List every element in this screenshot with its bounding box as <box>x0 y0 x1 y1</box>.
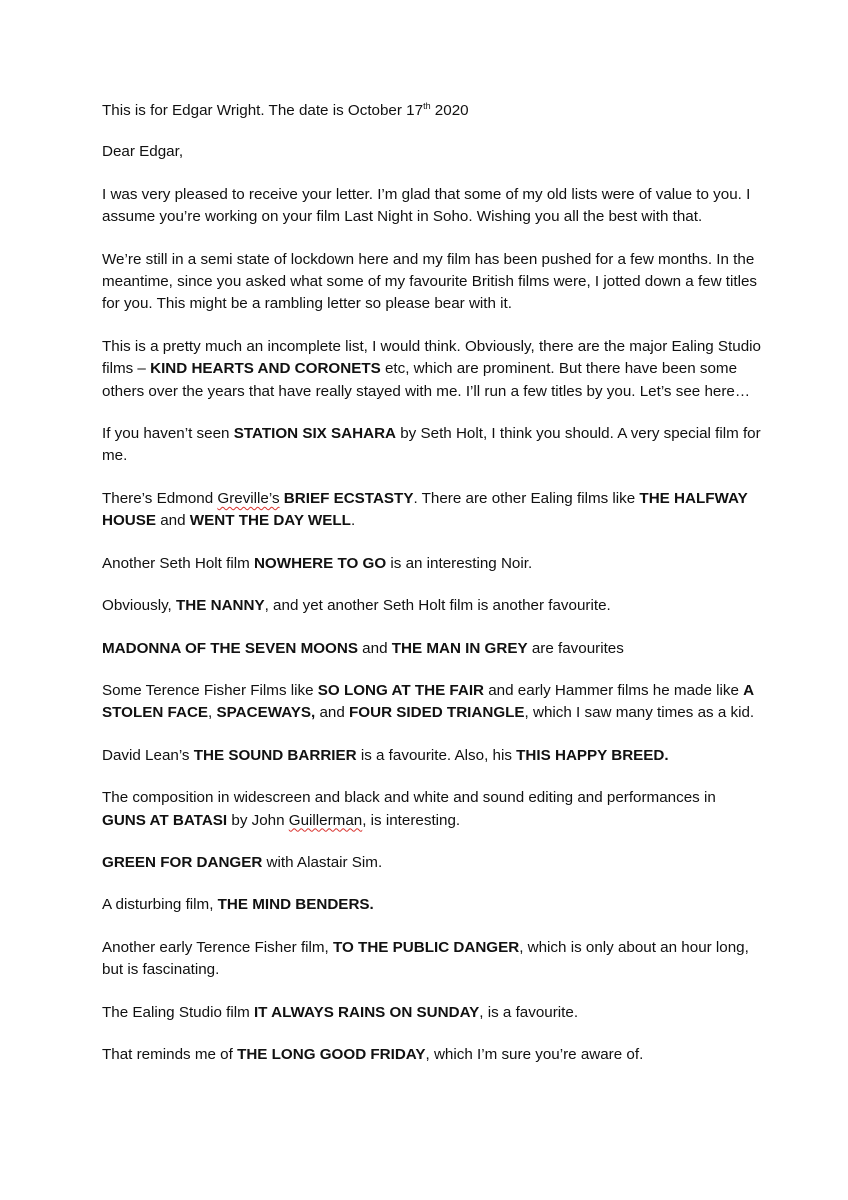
paragraph-long-good-friday: That reminds me of THE LONG GOOD FRIDAY, which I’m sure you’re aware of. <box>102 1045 644 1063</box>
misspelled-word: Greville’s <box>217 489 280 507</box>
film-title: THE HALFWAY HOUSE <box>102 489 748 530</box>
film-title: FOUR SIDED TRIANGLE <box>349 704 525 722</box>
salutation: Dear Edgar, <box>102 143 184 161</box>
film-title: GREEN FOR DANGER <box>102 853 263 871</box>
film-title: BRIEF ECSTASTY <box>283 489 414 507</box>
film-title: GUNS AT BATASI <box>102 811 228 829</box>
film-title: SPACEWAYS, <box>216 704 316 722</box>
film-title: A STOLEN FACE <box>102 681 754 722</box>
heading-line: This is for Edgar Wright. The date is October 17th 2020 <box>102 101 469 119</box>
paragraph-list-intro: This is a pretty much an incomplete list, I would think. Obviously, there are the major Ealing Studio films – KIND HEARTS AND CORONETS etc, which are prominent. But there have been some others over the years that have really stayed with me. I’ll run a few titles by you. Let’s see here… <box>102 337 761 400</box>
paragraph-mind-benders: A disturbing film, THE MIND BENDERS. <box>102 896 374 914</box>
paragraph-public-danger: Another early Terence Fisher film, TO THE PUBLIC DANGER, which is only about an hour long, but is fascinating. <box>102 938 749 979</box>
film-title: KIND HEARTS AND CORONETS <box>150 360 381 378</box>
film-title: THE LONG GOOD FRIDAY <box>237 1045 426 1063</box>
date-ordinal: th <box>423 101 431 111</box>
film-title: IT ALWAYS RAINS ON SUNDAY <box>253 1003 480 1021</box>
film-title: THE NANNY <box>176 597 265 615</box>
film-title: SO LONG AT THE FAIR <box>317 681 485 699</box>
paragraph-madonna: MADONNA OF THE SEVEN MOONS and THE MAN IN GREY are favourites <box>102 639 624 657</box>
paragraph-brief-ecstasy: There’s Edmond Greville’s BRIEF ECSTASTY. There are other Ealing films like THE HALFWAY HOUSE and WENT THE DAY WELL. <box>102 489 748 530</box>
film-title: NOWHERE TO GO <box>253 554 387 572</box>
paragraph-rains-on-sunday: The Ealing Studio film IT ALWAYS RAINS ON SUNDAY, is a favourite. <box>102 1003 579 1021</box>
paragraph-lockdown: We’re still in a semi state of lockdown here and my film has been pushed for a few months. In the meantime, since you asked what some of my favourite British films were, I jotted down a few titles for you. This might be a rambling letter so please bear with it. <box>102 250 758 313</box>
film-title: THE MAN IN GREY <box>391 639 528 657</box>
film-title: MADONNA OF THE SEVEN MOONS <box>102 639 358 657</box>
paragraph-guns-at-batasi: The composition in widescreen and black and white and sound editing and performances in GUNS AT BATASI by John Guillerman, is interesting. <box>102 789 716 829</box>
paragraph-station-six-sahara: If you haven’t seen STATION SIX SAHARA by Seth Holt, I think you should. A very special film for me. <box>102 425 761 465</box>
paragraph-david-lean: David Lean’s THE SOUND BARRIER is a favourite. Also, his THIS HAPPY BREED. <box>102 746 669 764</box>
paragraph-intro: I was very pleased to receive your letter. I’m glad that some of my old lists were of value to you. I assume you’re working on your film Last Night in Soho. Wishing you all the best with that. <box>102 185 751 226</box>
paragraph-the-nanny: Obviously, THE NANNY, and yet another Seth Holt film is another favourite. <box>102 597 611 615</box>
film-title: WENT THE DAY WELL <box>189 512 351 530</box>
misspelled-word: Guillerman <box>288 811 363 829</box>
film-title: TO THE PUBLIC DANGER <box>333 938 520 956</box>
film-title: STATION SIX SAHARA <box>233 425 397 443</box>
film-title: THIS HAPPY BREED. <box>516 746 669 764</box>
film-title: THE SOUND BARRIER <box>193 746 357 764</box>
paragraph-green-for-danger: GREEN FOR DANGER with Alastair Sim. <box>102 853 383 871</box>
paragraph-terence-fisher: Some Terence Fisher Films like SO LONG AT THE FAIR and early Hammer films he made like A STOLEN FACE, SPACEWAYS, and FOUR SIDED TRIANGLE, which I saw many times as a kid. <box>102 681 755 722</box>
film-title: THE MIND BENDERS. <box>217 896 374 914</box>
paragraph-nowhere-to-go: Another Seth Holt film NOWHERE TO GO is an interesting Noir. <box>102 554 533 572</box>
letter-body <box>102 100 762 1086</box>
